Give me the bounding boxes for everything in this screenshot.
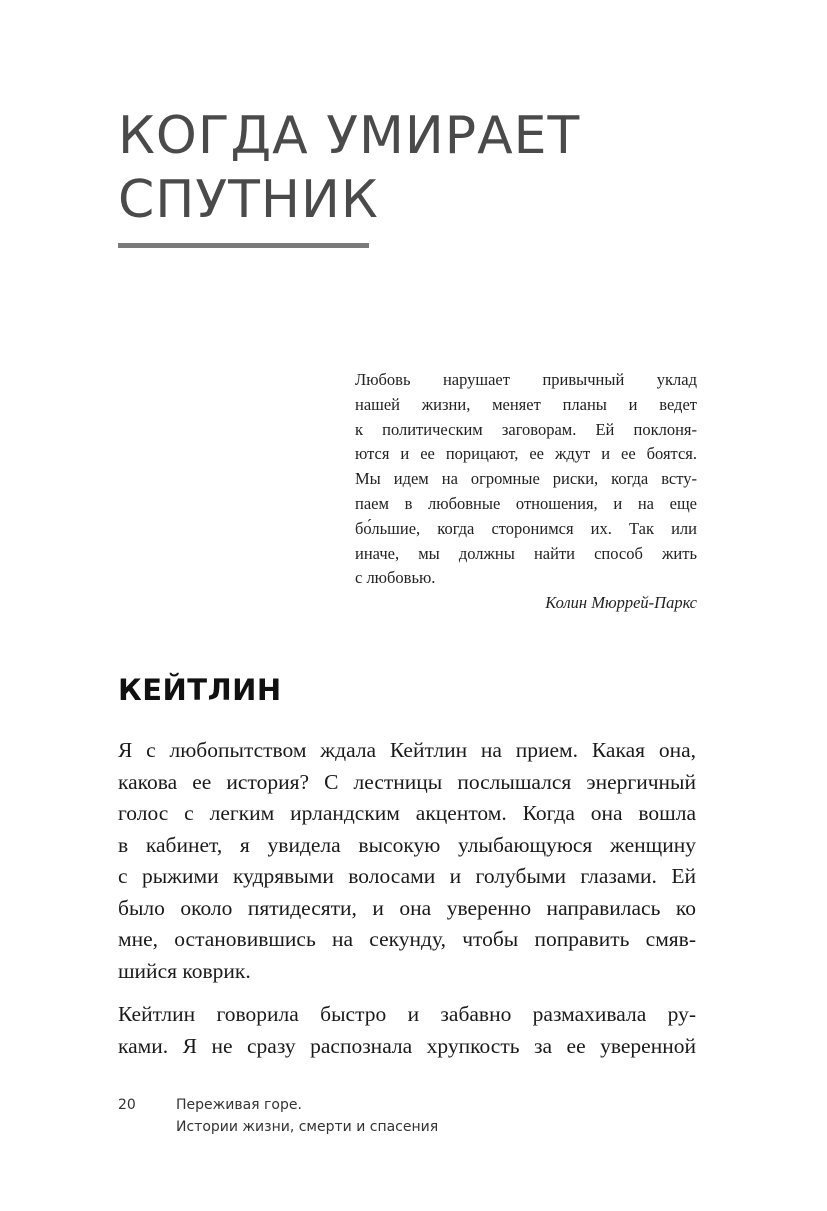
epigraph [355,368,697,616]
epigraph-author: Колин Мюррей-Паркс [545,593,697,613]
page-number: 20 [118,1097,136,1113]
epigraph-line: ются и ее порицают, ее ждут и ее боятся. [355,444,697,464]
text-line: шийся коврик. [118,958,251,983]
text-line: какова ее история? С лестницы послышался энергичный [118,769,696,794]
epigraph-line: к политическим заговорам. Ей поклоня- [355,419,697,439]
text-line: Кейтлин говорила быстро и забавно размахивала ру- [118,1002,696,1026]
epigraph-line: бо́льшие, когда сторонимся их. Так или [355,518,697,538]
paragraph-2 [118,999,696,1062]
chapter-title [118,104,718,232]
text-line: в кабинет, я увидела высокую улыбающуюся женщину [118,832,696,857]
running-title [176,1094,438,1138]
epigraph-line: иначе, мы должны найти способ жить [355,543,697,563]
epigraph-line: с любовью. [355,568,436,588]
epigraph-line: Мы идем на огромные риски, когда всту- [355,469,697,489]
chapter-title-line-1: КОГДА УМИРАЕТ [118,106,581,166]
text-line: Я с любопытством ждала Кейтлин на прием. Какая она, [118,738,696,762]
epigraph-line: Любовь нарушает привычный уклад [355,370,697,389]
text-line: голос с легким ирландским акцентом. Когда она вошла [118,801,696,825]
title-underline-rule [118,243,369,248]
body-text [118,735,696,1074]
text-line: было около пятидесяти, и она уверенно направилась ко [118,895,696,920]
text-line: мне, остановившись на секунду, чтобы поправить смяв- [118,927,696,951]
text-line: ками. Я не сразу распознала хрупкость за ее уверенной [118,1033,696,1058]
epigraph-line: паем в любовные отношения, и на еще [355,493,697,513]
running-title-line-1: Переживая горе. [176,1097,302,1113]
section-heading: КЕЙТЛИН [118,673,282,707]
running-title-line-2: Истории жизни, смерти и спасения [176,1119,439,1135]
chapter-title-line-2: СПУТНИК [118,170,379,230]
paragraph-1 [118,735,696,987]
text-line: с рыжими кудрявыми волосами и голубыми глазами. Ей [118,864,696,888]
epigraph-line: нашей жизни, меняет планы и ведет [355,394,697,414]
